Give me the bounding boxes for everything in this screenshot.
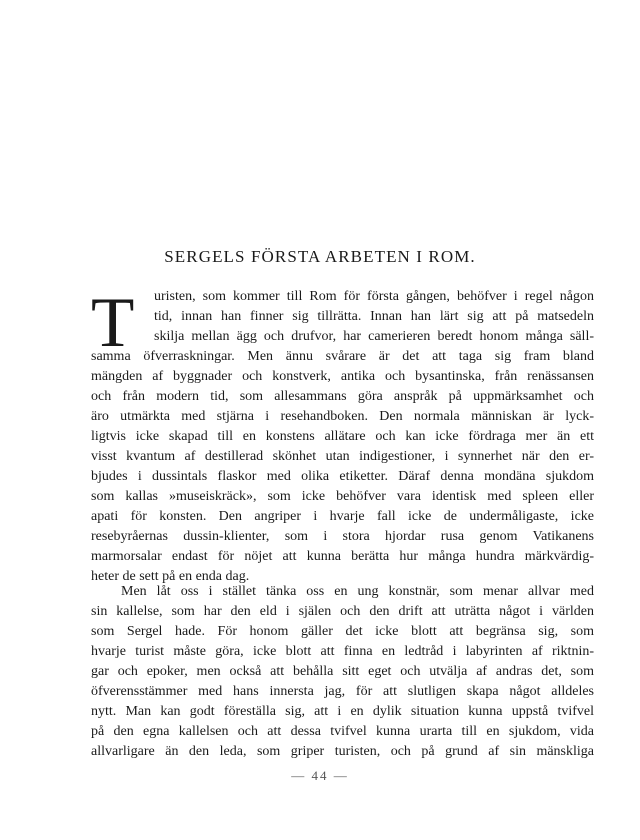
text-line: sin kallelse, som har den eld i själen och den drift att uträtta något i världen: [91, 604, 594, 619]
text-line: tid, innan han finner sig tillrätta. Innan han lärt sig att på matsedeln: [154, 309, 594, 324]
text-line: nytt. Man kan godt föreställa sig, att i en dylik situation kunna uppstå tvifvel: [91, 704, 594, 719]
text-line: bjudes i dussintals flaskor med olika etiketter. Däraf denna mondäna sjukdom: [91, 469, 594, 484]
text-line: marmorsalar endast för nöjet att kunna berätta hur många hundra märkvärdig-: [91, 549, 594, 564]
text-line: som Sergel hade. För honom gäller det icke blott att begränsa sig, som: [91, 624, 594, 639]
text-line: som kallas »museiskräck», som icke behöfver vara identisk med spleen eller: [91, 489, 594, 504]
chapter-title: SERGELS FÖRSTA ARBETEN I ROM.: [164, 247, 476, 266]
text-line: äro utmärkta med stjärna i resehandboken. Den normala människan är lyck-: [91, 409, 594, 424]
drop-cap: T: [91, 284, 135, 362]
text-line: öfverensstämmer med hans innersta jag, för att slutligen skapa något alldeles: [91, 684, 594, 699]
text-line: uristen, som kommer till Rom för första gången, behöfver i regel någon: [154, 289, 594, 304]
text-line: samma öfverraskningar. Men ännu svårare är det att taga sig fram bland: [91, 349, 594, 364]
text-line: på den egna kallelsen och att dessa tvifvel kunna urarta till en sjukdom, vida: [91, 724, 594, 739]
text-line: hvarje turist måste göra, icke blott att finna en ledtråd i labyrinten af riktnin-: [91, 644, 594, 659]
text-line: ligtvis icke skapad till en konstens allätare och kan icke fördraga mer än ett: [91, 429, 594, 444]
text-line: visst kvantum af destillerad skönhet utan indigestioner, i synnerhet när den er-: [91, 449, 594, 464]
text-line: heter de sett på en enda dag.: [91, 569, 250, 584]
text-line: och från modern tid, som allesammans göra anspråk på uppmärksamhet och: [91, 389, 594, 404]
text-line: allvarligare än den leda, som griper turisten, och på grund af sin mänskliga: [91, 744, 594, 759]
text-line: resebyråernas dussin-klienter, som i stora hjordar rusa genom Vatikanens: [91, 529, 594, 544]
page-number: — 44 —: [291, 768, 349, 783]
text-line: apati för konsten. Den angriper i hvarje fall icke de undermåligaste, icke: [91, 509, 594, 524]
text-line: Men låt oss i stället tänka oss en ung konstnär, som menar allvar med: [121, 584, 594, 599]
text-line: skilja mellan ägg och drufvor, har camerieren beredt honom många säll-: [154, 329, 594, 344]
text-line: gar och epoker, men också att behålla sitt eget och utvälja af andras det, som: [91, 664, 594, 679]
text-line: mängden af byggnader och konstverk, antika och bysantinska, från renässansen: [91, 369, 594, 384]
